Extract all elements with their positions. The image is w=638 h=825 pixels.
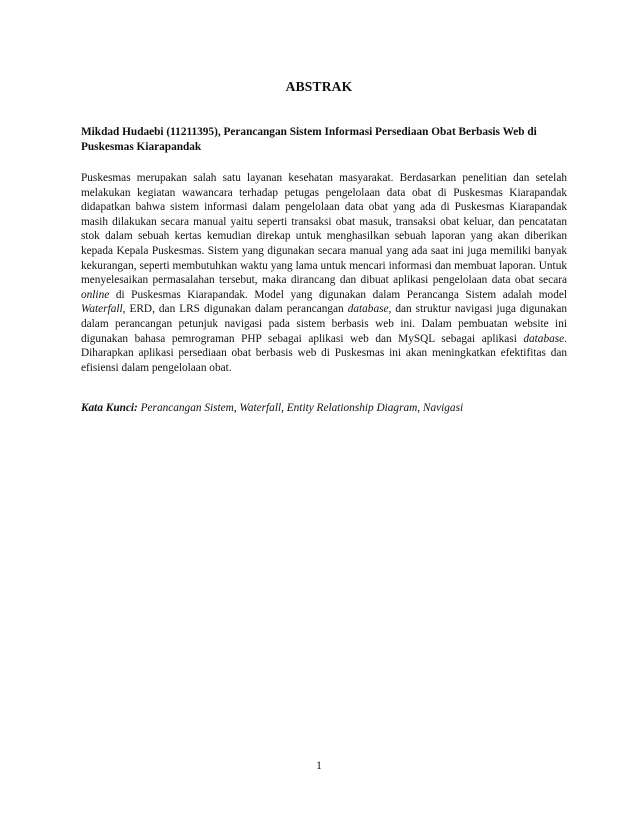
keywords-line [81,401,567,416]
abstract-text: . Diharapkan aplikasi persediaan obat berbasis web di Puskesmas ini akan meningkatkan efektifitas dan efisiensi dalam pengelolaan obat. [81,332,567,374]
abstract-text: di Puskesmas Kiarapandak. Model yang digunakan dalam Perancanga Sistem adalah model [109,288,567,301]
abstract-text: Puskesmas merupakan salah satu layanan kesehatan masyarakat. Berdasarkan penelitian dan setelah melakukan kegiatan wawancara terhadap petugas pengelolaan data obat di Puskesmas Kiarapandak didapatkan bahwa sistem informasi dalam pengelolaan data obat yang ada di Puskesmas Kiarapandak masih dilakukan secara manual yaitu seperti transaksi obat masuk, transaksi obat keluar, dan pencatatan stok dalam sebuah kertas kemudian direkap untuk menghasilkan sebuah laporan yang akan diberikan kepada Kepala Puskesmas. Sistem yang digunakan secara manual yang ada saat ini juga memiliki banyak kekurangan, seperti membutuhkan waktu yang lama untuk mencari informasi dan membuat laporan. Untuk menyelesaikan permasalahan tersebut, maka dirancang dan dibuat aplikasi pengelolaan data obat secara [81,172,567,287]
abstract-italic-term: Waterfall [81,303,123,316]
page-title: ABSTRAK [285,79,353,94]
abstract-text: , ERD, dan LRS digunakan dalam perancangan [122,303,348,316]
abstract-italic-term: database [523,332,565,345]
abstract-text: , dan struktur navigasi juga digunakan dalam perancangan petunjuk navigasi pada sistem berbasis web ini. Dalam pembuatan website ini digunakan bahasa pemrograman PHP sebagai aplikasi web dan MySQL sebagai aplikasi [81,303,567,345]
keywords-list: Perancangan Sistem, Waterfall, Entity Relationship Diagram, Navigasi [137,402,464,414]
page-number: 1 [316,760,322,772]
abstract-paragraph [81,171,567,375]
abstract-italic-term: database [347,303,389,316]
author-title-line: Mikdad Hudaebi (11211395), Perancangan Sistem Informasi Persediaan Obat Berbasis Web di Puskesmas Kiarapandak [81,126,537,153]
keywords-label: Kata Kunci: [81,402,138,414]
abstract-italic-term: online [81,288,110,301]
